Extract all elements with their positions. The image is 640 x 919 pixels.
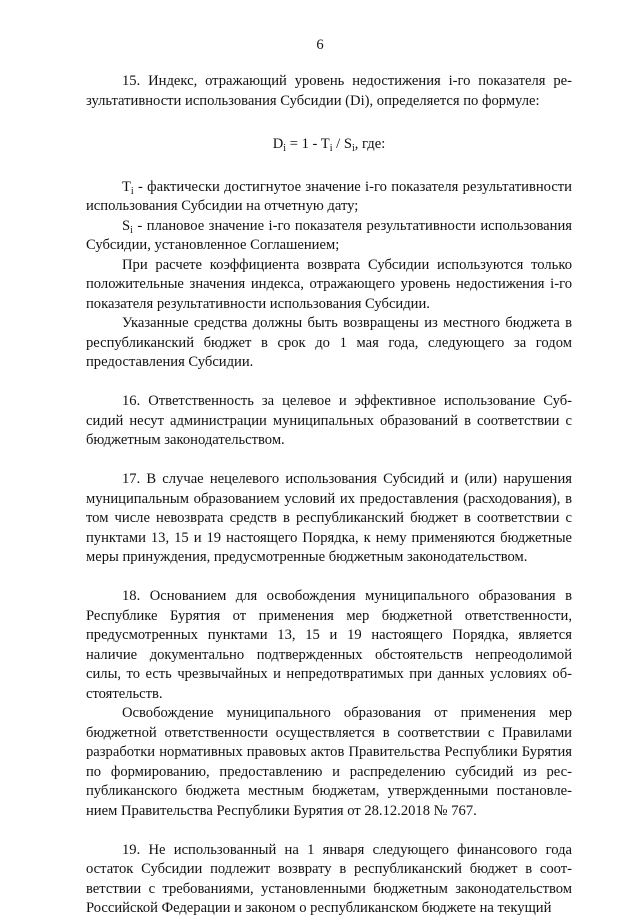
definition-si: $S_i$ - плановое значение i-го показателя результативности использования Субсидии, установленное Соглашением; bbox=[86, 217, 572, 253]
paragraph-18: 18. Основанием для освобождения муниципального образования в Республике Бурятия от применения мер бюджетной ответственности, предусмотренных пунктами 13, 15 и 19 настоящего Порядка, является наличие документально подтвержденных обстоятельств непреодолимой силы, то есть чрезвычайных и непредотвратимых при данных условиях обстоятельств. bbox=[86, 588, 572, 702]
page-number: 6 bbox=[316, 37, 324, 53]
document-body bbox=[86, 72, 572, 919]
paragraph-19: 19. Не использованный на 1 января следующего финансового года остаток Субсидии подлежит возврату в республиканский бюджет в соответствии с требованиями, установленными бюджетным законодательством Российской Федерации и законом о республиканском бюджете на текущий bbox=[86, 841, 572, 916]
paragraph-17: 17. В случае нецелевого использования Субсидий и (или) нарушения муниципальным образованием условий их предоставления (расходования), в том числе невозврата средств в республиканский бюджет в соответствии с пунктами 13, 15 и 19 настоящего Порядка, к нему применяются бюджетные меры принуждения, предусмотренные бюджетным законодательством. bbox=[86, 471, 572, 565]
definition-ti: $T_i$ - фактически достигнутое значение i-го показателя результативности использования Субсидии на отчетную дату; bbox=[86, 178, 572, 214]
formula-di: $D_i = 1 - T_i / S_i$, где: bbox=[272, 136, 386, 154]
paragraph-15-lead: 15. Индекс, отражающий уровень недостижения i-го показателя результативности использования Субсидии (Di), определяется по формуле: bbox=[86, 73, 572, 109]
paragraph-18-release: Освобождение муниципального образования от применения мер бюджетной ответственности осуществляется в соответствии с Правилами разработки нормативных правовых актов Правительства Республики Бурятия по формированию, предоставлению и распределению субсидий из республиканского бюджета местным бюджетам, утвержденными постановлением Правительства Республики Бурятия от 28.12.2018 № 767. bbox=[86, 705, 572, 819]
paragraph-15-note: При расчете коэффициента возврата Субсидии используются только положительные значения индекса, отражающего уровень недостижения i-го показателя результативности использования Субсидии. bbox=[86, 256, 572, 312]
paragraph-15-return: Указанные средства должны быть возвращены из местного бюджета в республиканский бюджет в срок до 1 мая года, следующего за годом предоставления Субсидии. bbox=[86, 315, 572, 370]
paragraph-16: 16. Ответственность за целевое и эффективное использование Субсидий несут администрации муниципальных образований в соответствии с бюджетным законодательством. bbox=[86, 393, 572, 448]
